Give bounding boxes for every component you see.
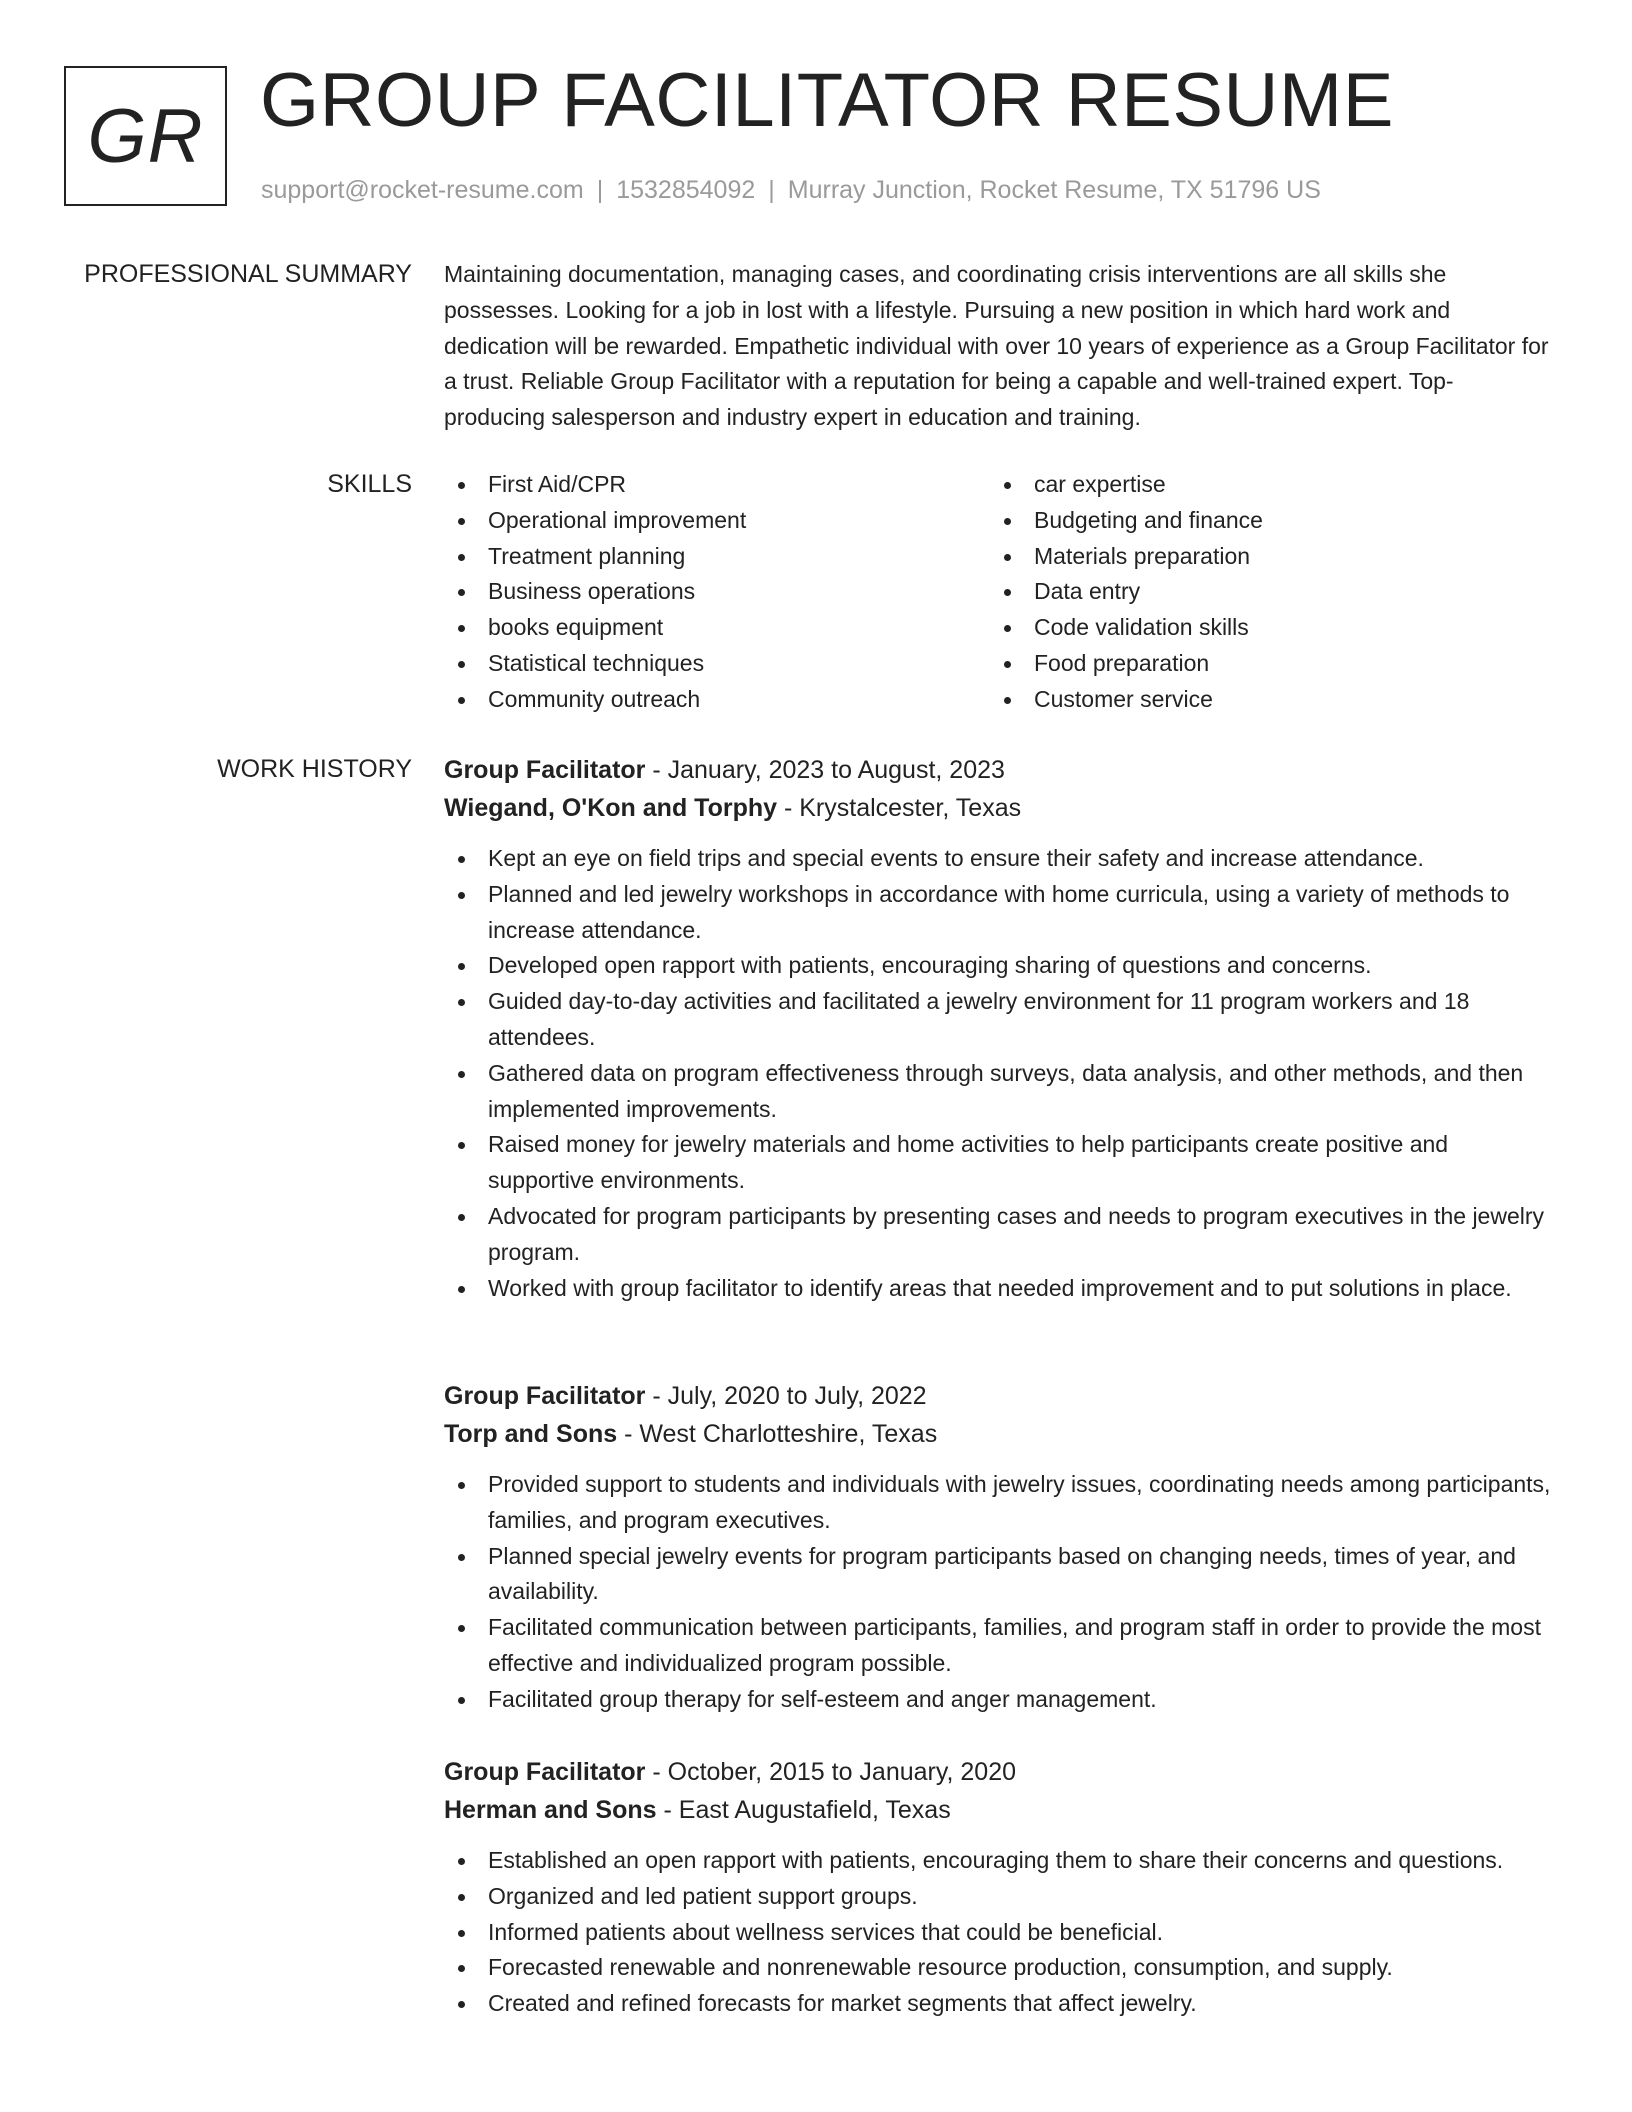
skills-body — [444, 467, 1554, 718]
list-item: Treatment planning — [444, 539, 990, 575]
list-item: Raised money for jewelry materials and home activities to help participants create positive and supportive environments. — [444, 1127, 1554, 1199]
page-title: GROUP FACILITATOR RESUME — [260, 58, 1394, 143]
list-item: Customer service — [990, 682, 1536, 718]
job-company-line — [444, 789, 1554, 827]
list-item: Advocated for program participants by presenting cases and needs to program executives in the jewelry program. — [444, 1199, 1554, 1271]
skills-list-left — [444, 467, 990, 718]
contact-separator: | — [768, 176, 775, 204]
job-title: Group Facilitator — [444, 1758, 646, 1786]
job-company-line — [444, 1415, 1554, 1453]
list-item: Developed open rapport with patients, encouraging sharing of questions and concerns. — [444, 948, 1554, 984]
list-item: Organized and led patient support groups. — [444, 1879, 1554, 1915]
job-company-line — [444, 1791, 1554, 1829]
list-item: Budgeting and finance — [990, 503, 1536, 539]
list-item: Planned special jewelry events for program participants based on changing needs, times of year, and availability. — [444, 1539, 1554, 1611]
list-item: Created and refined forecasts for market segments that affect jewelry. — [444, 1986, 1554, 2022]
list-item: Forecasted renewable and nonrenewable resource production, consumption, and supply. — [444, 1950, 1554, 1986]
job-dates: - January, 2023 to August, 2023 — [645, 756, 1005, 784]
list-item: First Aid/CPR — [444, 467, 990, 503]
job-location: - East Augustafield, Texas — [656, 1796, 951, 1824]
job-title: Group Facilitator — [444, 756, 646, 784]
list-item: Guided day-to-day activities and facilitated a jewelry environment for 11 program workers and 18 attendees. — [444, 984, 1554, 1056]
job-dates: - October, 2015 to January, 2020 — [645, 1758, 1017, 1786]
job-company: Herman and Sons — [444, 1796, 657, 1824]
list-item: Planned and led jewelry workshops in accordance with home curricula, using a variety of methods to increase attendance. — [444, 877, 1554, 949]
job-title-line — [444, 751, 1554, 789]
list-item: Worked with group facilitator to identify areas that needed improvement and to put solutions in place. — [444, 1271, 1554, 1307]
job-title: Group Facilitator — [444, 1382, 646, 1410]
list-item: Materials preparation — [990, 539, 1536, 575]
list-item: Facilitated communication between participants, families, and program staff in order to provide the most effective and individualized program possible. — [444, 1610, 1554, 1682]
summary-heading: PROFESSIONAL SUMMARY — [84, 260, 412, 288]
list-item: Food preparation — [990, 646, 1536, 682]
job-company: Wiegand, O'Kon and Torphy — [444, 794, 778, 822]
job-title-line — [444, 1753, 1554, 1791]
list-item: Statistical techniques — [444, 646, 990, 682]
contact-phone: 1532854092 — [616, 176, 756, 204]
list-item: Code validation skills — [990, 610, 1536, 646]
contact-separator: | — [596, 176, 604, 204]
contact-email: support@rocket-resume.com — [261, 176, 584, 204]
list-item: Established an open rapport with patients, encouraging them to share their concerns and questions. — [444, 1843, 1554, 1879]
list-item: Data entry — [990, 574, 1536, 610]
job-location: - Krystalcester, Texas — [777, 794, 1022, 822]
list-item: Gathered data on program effectiveness through surveys, data analysis, and other methods, and then implemented improvements. — [444, 1056, 1554, 1128]
list-item: Operational improvement — [444, 503, 990, 539]
list-item: Business operations — [444, 574, 990, 610]
job-bullets — [444, 1843, 1554, 2022]
list-item: books equipment — [444, 610, 990, 646]
job-company: Torp and Sons — [444, 1420, 618, 1448]
job-entry — [444, 1753, 1554, 2022]
monogram-logo: GR — [64, 66, 227, 206]
contact-address: Murray Junction, Rocket Resume, TX 51796 US — [787, 176, 1321, 204]
list-item: Facilitated group therapy for self-esteem and anger management. — [444, 1682, 1554, 1718]
job-entry — [444, 751, 1554, 1306]
list-item: Provided support to students and individuals with jewelry issues, coordinating needs among participants, families, and program executives. — [444, 1467, 1554, 1539]
list-item: Informed patients about wellness services that could be beneficial. — [444, 1915, 1554, 1951]
contact-line — [261, 174, 1321, 206]
list-item: Kept an eye on field trips and special events to ensure their safety and increase attendance. — [444, 841, 1554, 877]
job-dates: - July, 2020 to July, 2022 — [645, 1382, 927, 1410]
work-history-heading: WORK HISTORY — [217, 755, 412, 783]
job-bullets — [444, 841, 1554, 1306]
job-location: - West Charlotteshire, Texas — [617, 1420, 938, 1448]
skills-heading: SKILLS — [327, 470, 412, 498]
summary-body — [444, 257, 1554, 436]
job-entry — [444, 1377, 1554, 1718]
list-item: car expertise — [990, 467, 1536, 503]
skills-list-right — [990, 467, 1536, 718]
job-bullets — [444, 1467, 1554, 1718]
summary-text: Maintaining documentation, managing cases, and coordinating crisis interventions are all skills she possesses. Looking for a job in lost with a lifestyle. Pursuing a new position in which hard work and dedication will be rewarded. Empathetic individual with over 10 years of experience as a Group Facilitator for a trust. Reliable Group Facilitator with a reputation for being a capable and well-trained expert. Top-producing salesperson and industry expert in education and training. — [444, 261, 1549, 431]
job-title-line — [444, 1377, 1554, 1415]
skills-columns — [444, 467, 1554, 718]
list-item: Community outreach — [444, 682, 990, 718]
